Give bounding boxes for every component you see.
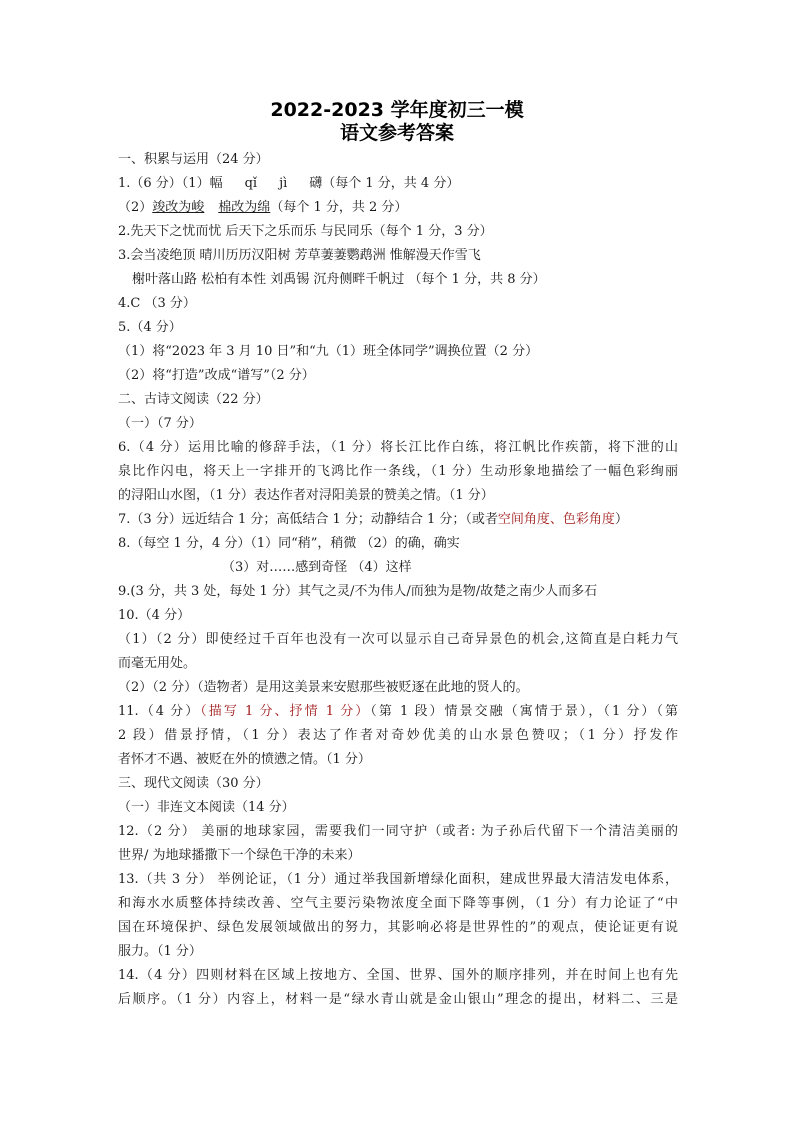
q1-2-score: （每个 1 分，共 2 分） bbox=[270, 200, 408, 215]
answer-q12-line2: 世界/ 为地球播撒下一个绿色干净的未来） bbox=[118, 848, 361, 863]
q7-main: 7.（3 分）远近结合 1 分；高低结合 1 分；动静结合 1 分；（或者 bbox=[118, 512, 498, 527]
answer-q6-line2: 泉比作闪电，将天上一字排开的飞鸿比作一条线，（1 分）生动形象地描绘了一幅色彩绚丽 bbox=[118, 464, 678, 479]
answer-q5: 5.（4 分） bbox=[118, 320, 182, 335]
answer-q3-line1: 3.会当凌绝顶 晴川历历汉阳树 芳草萋萋鹦鹉洲 惟解漫天作雪飞 bbox=[118, 248, 481, 263]
subsection-heading-2-1: （一）（7 分） bbox=[118, 416, 202, 431]
answer-q12-line1: 12.（2 分） 美丽的地球家园，需要我们一同守护（或者: 为子孙后代留下一个清洁美丽的 bbox=[118, 824, 678, 839]
answer-q4: 4.C （3 分） bbox=[118, 296, 196, 311]
answer-q1 bbox=[118, 172, 678, 196]
answer-q13-line3: 国在环境保护、绿色发展领域做出的努力，其影响必将是世界性的”的观点，使论证更有说 bbox=[118, 920, 678, 935]
answer-q7 bbox=[118, 508, 678, 532]
answer-q13-line4: 服力。（1 分） bbox=[118, 944, 202, 959]
answer-q11-line1 bbox=[118, 700, 678, 724]
q1-pinyin-2: jì bbox=[279, 176, 288, 191]
answer-q5-1: （1）将“2023 年 3 月 10 日”和“九（1）班全体同学”调换位置（2 分） bbox=[118, 344, 539, 359]
answer-q13-line2: 和海水水质整体持续改善、空气主要污染物浓度全面下降等事例，（1 分）有力论证了“中 bbox=[118, 896, 678, 911]
answer-q6-line3: 的浔阳山水图，（1 分）表达作者对浔阳美景的赞美之情。（1 分） bbox=[118, 488, 494, 503]
answer-q2: 2.先天下之忧而忧 后天下之乐而乐 与民同乐（每个 1 分，3 分） bbox=[118, 224, 493, 239]
q1-pinyin-1: qǐ bbox=[244, 176, 258, 191]
answer-q3-line2: 榭叶落山路 松柏有本性 刘禹锡 沉舟侧畔千帆过 （每个 1 分，共 8 分） bbox=[132, 272, 546, 287]
answer-q5-2: （2）将“打造”改成“谱写”（2 分） bbox=[118, 368, 315, 383]
document-body bbox=[118, 148, 678, 1012]
subsection-heading-3-1: （一）非连文本阅读（14 分） bbox=[118, 800, 295, 815]
answer-q9: 9.(3 分，共 3 处，每处 1 分）其气之灵/不为伟人/而独为是物/故楚之南少人而多石 bbox=[118, 584, 598, 599]
q7-close: ） bbox=[614, 512, 628, 527]
q1-2-label: （2） bbox=[118, 200, 153, 215]
answer-q11-line3: 者怀才不遇、被贬在外的愤懑之情。（1 分） bbox=[118, 752, 371, 767]
section-heading-2: 二、古诗文阅读（22 分） bbox=[118, 392, 269, 407]
q11-rest: （第 1 段）情景交融（寓情于景），（1 分）（第 bbox=[370, 704, 679, 719]
q11-highlight: （描写 1 分、抒情 1 分） bbox=[200, 704, 371, 719]
q11-label: 11.（4 分） bbox=[118, 704, 201, 719]
q1-part-d: 礴（每个 1 分，共 4 分） bbox=[309, 176, 460, 191]
section-heading-3: 三、现代文阅读（30 分） bbox=[118, 776, 269, 791]
answer-q1-2 bbox=[118, 196, 678, 220]
answer-q14-line2: 后顺序。（1 分）内容上，材料一是“绿水青山就是金山银山”理念的提出，材料二、三是 bbox=[118, 992, 678, 1007]
answer-q10-1-line2: 而毫无用处。 bbox=[118, 656, 197, 671]
answer-q14-line1: 14.（4 分）四则材料在区域上按地方、全国、世界、国外的顺序排列，并在时间上也有先 bbox=[118, 968, 678, 983]
answer-q8-line1: 8.（每空 1 分，4 分）（1）同“稍”，稍微 （2）的确，确实 bbox=[118, 536, 460, 551]
answer-q8-line2: （3）对……感到奇怪 （4）这样 bbox=[222, 560, 412, 575]
answer-q13-line1: 13.（共 3 分） 举例论证，（1 分）通过举我国新增绿化面积，建成世界最大清洁发电体系， bbox=[118, 872, 678, 887]
q1-2-correction-1: 竣改为峻 bbox=[152, 200, 205, 215]
document-title: 2022-2023 学年度初三一模 bbox=[270, 99, 524, 121]
document-subtitle: 语文参考答案 bbox=[339, 122, 454, 144]
answer-q6-line1: 6.（4 分）运用比喻的修辞手法，（1 分）将长江比作白练，将江帆比作疾箭，将下泄的山 bbox=[118, 440, 678, 455]
section-heading-1: 一、积累与运用（24 分） bbox=[118, 152, 269, 167]
answer-q10: 10.（4 分） bbox=[118, 608, 191, 623]
q1-part-a: 1.（6 分）（1）幅 bbox=[118, 176, 223, 191]
answer-q10-1-line1: （1）（2 分）即使经过千百年也没有一次可以显示自己奇异景色的机会,这简直是白耗力气 bbox=[118, 632, 678, 647]
q1-2-correction-2: 棉改为绵 bbox=[218, 200, 271, 215]
answer-q11-line2: 2 段）借景抒情，（1 分）表达了作者对奇妙优美的山水景色赞叹；（1 分）抒发作 bbox=[118, 728, 678, 743]
q7-highlight: 空间角度、色彩角度 bbox=[497, 512, 615, 527]
answer-q10-2: （2）（2 分）（造物者）是用这美景来安慰那些被贬逐在此地的贤人的。 bbox=[118, 680, 529, 695]
